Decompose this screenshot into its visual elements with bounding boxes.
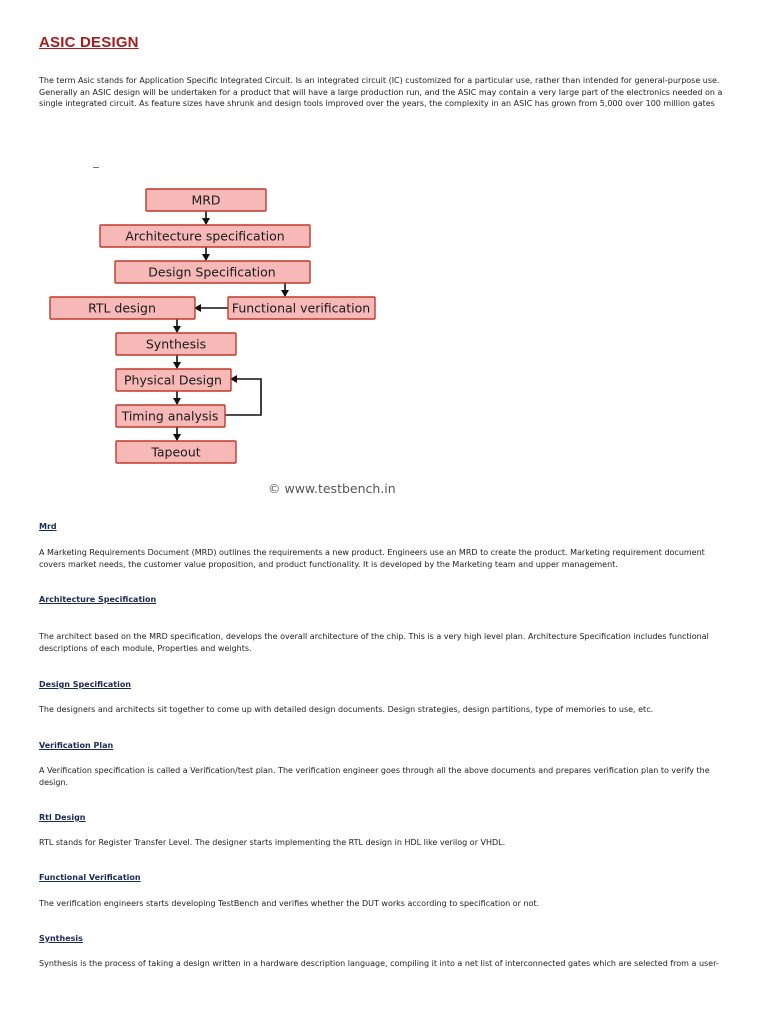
- section-heading-synthesis: Synthesis: [39, 934, 83, 943]
- section-body-synthesis: Synthesis is the process of taking a design written in a hardware description language, compiling it into a net list of interconnected gates which are selected from a user-: [39, 959, 719, 968]
- box-synth-label: Synthesis: [145, 336, 207, 352]
- section-heading-architecture: Architecture Specification: [39, 595, 157, 604]
- section-body-architecture: The architect based on the MRD specification, develops the overall architecture of the chip. This is a very high level plan. Architecture Specification includes functional descriptions of each module, Properties and weights.: [39, 632, 709, 653]
- section-heading-verification-plan: Verification Plan: [39, 741, 114, 750]
- box-design-label: Design Specification: [148, 264, 276, 280]
- section-body-design-spec: The designers and architects sit together to come up with detailed design documents. Design strategies, design partitions, type of memories to use, etc.: [39, 705, 654, 714]
- box-physical-design: [116, 369, 231, 391]
- box-design-specification: [115, 261, 310, 283]
- box-timing-label: Timing analysis: [121, 408, 219, 424]
- box-tapeout: [116, 441, 236, 463]
- box-functional-verification: [228, 297, 375, 319]
- asic-flow-diagram: [45, 186, 385, 468]
- box-timing-analysis: [116, 405, 225, 427]
- page-title: ASIC DESIGN: [39, 34, 139, 51]
- section-heading-mrd: Mrd: [39, 522, 57, 531]
- box-synthesis: [116, 333, 236, 355]
- box-rtl-label: RTL design: [88, 300, 156, 316]
- box-arch-label: Architecture specification: [125, 228, 285, 244]
- box-rtl-design: [50, 297, 195, 319]
- intro-paragraph: The term Asic stands for Application Specific Integrated Circuit. Is an integrated circuit (IC) customized for a particular use, rather than intended for general-purpose use. Generally an ASIC design will be undertaken for a product that will have a large production run, and the ASIC may contain a very large part of the electronics needed on a single integrated circuit. As feature sizes have shrunk and design tools improved over the years, the complexity in an ASIC has grown from 5,000 over 100 million gates: [39, 76, 723, 108]
- section-heading-rtl-design: Rtl Design: [39, 813, 86, 822]
- section-body-mrd: A Marketing Requirements Document (MRD) outlines the requirements a new product. Engineers use an MRD to create the product. Marketing requirement document covers market needs, the customer value proposition, and product functionality. It is developed by the Marketing team and upper management.: [39, 548, 705, 569]
- link-fragment: [93, 167, 99, 168]
- watermark-text: © www.testbench.in: [268, 481, 396, 496]
- section-body-rtl-design: RTL stands for Register Transfer Level. The designer starts implementing the RTL design in HDL like verilog or VHDL.: [39, 838, 506, 847]
- box-mrd: [146, 189, 266, 211]
- box-architecture-specification: [100, 225, 310, 247]
- section-heading-design-spec: Design Specification: [39, 680, 132, 689]
- section-heading-functional-verification: Functional Verification: [39, 873, 141, 882]
- section-body-functional-verification: The verification engineers starts developing TestBench and verifies whether the DUT works according to specification or not.: [39, 899, 540, 908]
- section-body-verification-plan: A Verification specification is called a Verification/test plan. The verification engineer goes through all the above documents and prepares verification plan to verify the design.: [39, 766, 710, 787]
- box-tapeout-label: Tapeout: [151, 444, 201, 460]
- box-mrd-label: MRD: [191, 192, 221, 208]
- box-funcver-label: Functional verification: [231, 300, 371, 316]
- box-phys-label: Physical Design: [124, 372, 222, 388]
